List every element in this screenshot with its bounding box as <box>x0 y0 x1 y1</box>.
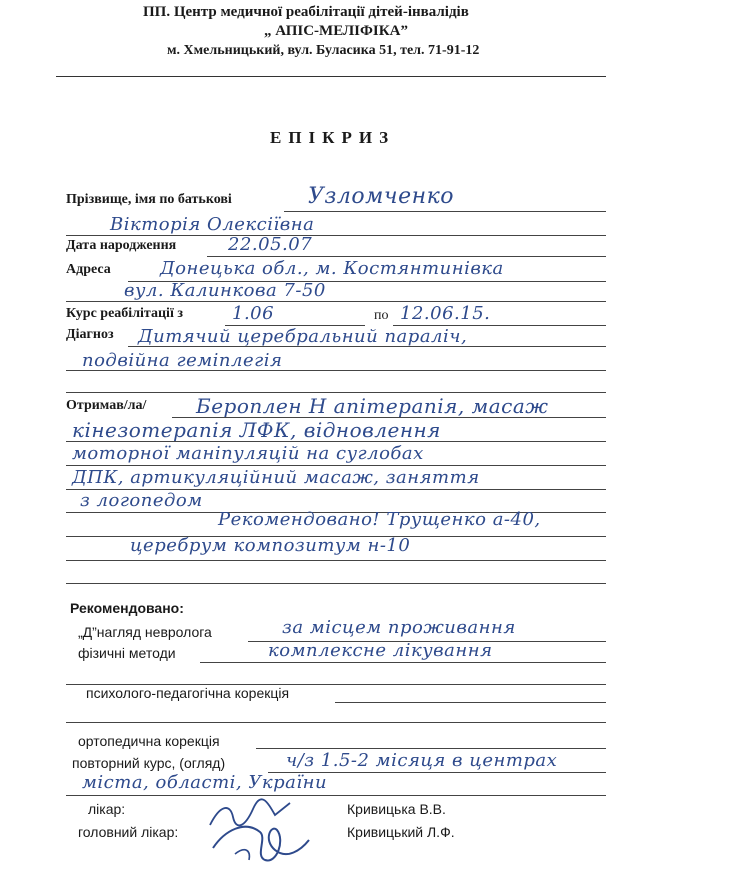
dob-label: Дата народження <box>66 238 177 253</box>
course-from-value: 1.06 <box>232 303 275 324</box>
diagnosis-label: Діагноз <box>66 327 114 342</box>
course-label: Курс реабілітації з <box>66 306 183 321</box>
repeat-value-2: міста, області, України <box>82 772 328 793</box>
name-label: Прізвище, імя по батькові <box>66 192 232 207</box>
received-recommend-2: церебрум композитум н-10 <box>130 535 411 556</box>
ortho-label: ортопедична корекція <box>78 733 220 749</box>
received-text-5: з логопедом <box>80 490 203 511</box>
org-brand: „ АПІС-МЕЛІФІКА” <box>264 23 408 39</box>
psych-line <box>335 702 606 703</box>
diagnosis-value-2: подвійна геміплегія <box>82 350 283 371</box>
address-line-2 <box>66 301 606 302</box>
name-line-1 <box>284 211 606 212</box>
psych-label: психолого-педагогічна корекція <box>86 685 290 701</box>
chief-signature <box>205 810 315 870</box>
repeat-line-2 <box>66 795 606 796</box>
name-value-2: Вікторія Олексіївна <box>110 214 315 235</box>
name-value-1: Узломченко <box>308 184 454 209</box>
received-text-2: кінезотерапія ЛФК, відновлення <box>72 418 441 442</box>
chief-name: Кривицький Л.Ф. <box>347 824 455 840</box>
header-divider <box>56 76 606 77</box>
neurologist-label: „Д”нагляд невролога <box>78 624 212 640</box>
received-recommend-1: Рекомендовано! Трущенко а-40, <box>218 509 541 530</box>
address-label: Адреса <box>66 262 111 277</box>
course-to-value: 12.06.15. <box>400 303 491 324</box>
course-to-label: по <box>374 308 389 323</box>
diagnosis-value-1: Дитячий церебральний параліч, <box>138 326 468 347</box>
received-line-3 <box>66 465 606 466</box>
recommendations-heading: Рекомендовано: <box>70 600 184 616</box>
doctor-label: лікар: <box>88 801 126 817</box>
received-label: Отримав/ла/ <box>66 398 147 413</box>
received-text-1: Бероплен Н апітерапія, масаж <box>196 394 549 418</box>
doctor-name: Кривицька В.В. <box>347 801 446 817</box>
physical-label: фізичні методи <box>78 645 176 661</box>
address-value-1: Донецька обл., м. Костянтинівка <box>160 258 504 279</box>
physical-line <box>200 662 606 663</box>
address-value-2: вул. Калинкова 7-50 <box>124 280 326 301</box>
org-name: ПП. Центр медичної реабілітації дітей-інвалідів <box>143 4 469 20</box>
received-line-7 <box>66 560 606 561</box>
received-text-3: моторної маніпуляцій на суглобах <box>72 443 424 464</box>
psych-line-2 <box>66 722 606 723</box>
neurologist-value: за місцем проживання <box>282 617 516 638</box>
dob-line <box>207 256 606 257</box>
org-address: м. Хмельницький, вул. Буласика 51, тел. 71-91-12 <box>167 43 480 58</box>
physical-value: комплексне лікування <box>268 640 493 661</box>
chief-label: головний лікар: <box>78 824 179 840</box>
dob-value: 22.05.07 <box>228 234 313 255</box>
repeat-label: повторний курс, (огляд) <box>72 755 226 771</box>
diagnosis-line-3 <box>66 392 606 393</box>
document-title: ЕПІКРИЗ <box>270 128 396 147</box>
ortho-line <box>256 748 606 749</box>
received-line-8 <box>66 583 606 584</box>
received-text-4: ДПК, артикуляційний масаж, заняття <box>72 467 480 488</box>
repeat-value-1: ч/з 1.5-2 місяця в центрах <box>286 750 558 771</box>
name-line-2 <box>66 235 606 236</box>
